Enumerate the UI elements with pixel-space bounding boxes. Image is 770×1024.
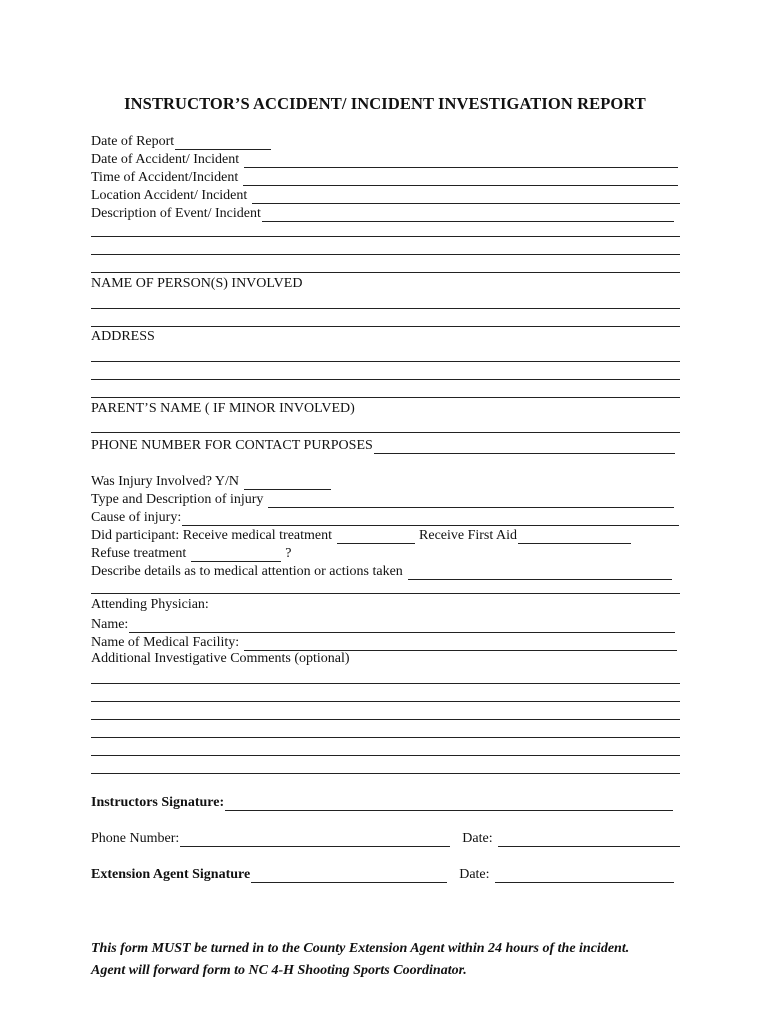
phone-contact-row: [91, 436, 675, 454]
facility-label: Name of Medical Facility:: [91, 635, 240, 650]
description-line[interactable]: [91, 236, 680, 237]
description-row: [91, 204, 674, 222]
description-field[interactable]: [262, 209, 674, 222]
comments-line[interactable]: [91, 755, 680, 756]
phone-number-label: Phone Number:: [91, 831, 180, 846]
physician-name-field[interactable]: [129, 620, 675, 633]
time-of-accident-field[interactable]: [243, 173, 678, 186]
was-injury-label: Was Injury Involved? Y/N: [91, 474, 240, 489]
facility-row: [91, 633, 677, 651]
describe-details-row: [91, 562, 672, 580]
phone-contact-label: PHONE NUMBER FOR CONTACT PURPOSES: [91, 438, 373, 453]
address-heading: ADDRESS: [91, 329, 155, 344]
date-label: Date:: [462, 831, 493, 846]
parent-name-line[interactable]: [91, 432, 680, 433]
form-title: INSTRUCTOR’S ACCIDENT/ INCIDENT INVESTIGATION REPORT: [124, 94, 646, 113]
medical-treatment-field[interactable]: [337, 531, 415, 544]
comments-label: Additional Investigative Comments (optional): [91, 651, 350, 666]
date-field[interactable]: [498, 834, 680, 847]
agent-signature-field[interactable]: [251, 870, 447, 883]
was-injury-field[interactable]: [244, 477, 331, 490]
physician-name-label: Name:: [91, 617, 129, 632]
location-field[interactable]: [252, 191, 680, 204]
physician-name-row: [91, 615, 675, 633]
date-of-report-label: Date of Report: [91, 134, 175, 149]
cause-row: [91, 508, 679, 526]
address-line[interactable]: [91, 379, 680, 380]
did-participant-row: [91, 526, 631, 544]
was-injury-row: [91, 472, 331, 490]
date-of-report-field[interactable]: [175, 137, 271, 150]
comments-line[interactable]: [91, 701, 680, 702]
refuse-question-mark: ?: [285, 546, 292, 561]
time-of-accident-row: [91, 168, 678, 186]
did-participant-label: Did participant: Receive medical treatment: [91, 528, 333, 543]
comments-line[interactable]: [91, 737, 680, 738]
parent-name-heading: PARENT’S NAME ( IF MINOR INVOLVED): [91, 401, 355, 416]
agent-date-label: Date:: [459, 867, 490, 882]
first-aid-field[interactable]: [518, 531, 631, 544]
date-of-accident-field[interactable]: [244, 155, 678, 168]
time-of-accident-label: Time of Accident/Incident: [91, 170, 239, 185]
phone-number-field[interactable]: [180, 834, 450, 847]
description-label: Description of Event/ Incident: [91, 206, 261, 221]
refuse-row: [91, 544, 311, 562]
phone-contact-field[interactable]: [374, 441, 675, 454]
date-of-report-row: [91, 132, 271, 150]
agent-signature-row: [91, 865, 674, 883]
attending-physician-label: Attending Physician:: [91, 597, 209, 612]
location-label: Location Accident/ Incident: [91, 188, 248, 203]
comments-line[interactable]: [91, 719, 680, 720]
comments-line[interactable]: [91, 773, 680, 774]
describe-details-field[interactable]: [408, 567, 672, 580]
instructor-signature-field[interactable]: [225, 798, 673, 811]
facility-field[interactable]: [244, 638, 677, 651]
description-line[interactable]: [91, 272, 680, 273]
agent-date-field[interactable]: [495, 870, 674, 883]
describe-details-label: Describe details as to medical attention or actions taken: [91, 564, 403, 579]
footer-notice: [91, 938, 691, 982]
cause-label: Cause of injury:: [91, 510, 182, 525]
persons-involved-line[interactable]: [91, 308, 680, 309]
describe-details-line[interactable]: [91, 593, 680, 594]
description-line[interactable]: [91, 254, 680, 255]
first-aid-label: Receive First Aid: [419, 528, 518, 543]
instructor-signature-row: [91, 793, 673, 811]
persons-involved-line[interactable]: [91, 326, 680, 327]
footer-line-1: This form MUST be turned in to the County Extension Agent within 24 hours of the incident.: [91, 941, 630, 956]
address-line[interactable]: [91, 361, 680, 362]
location-row: [91, 186, 680, 204]
phone-date-row: [91, 829, 680, 847]
type-desc-label: Type and Description of injury: [91, 492, 264, 507]
date-of-accident-label: Date of Accident/ Incident: [91, 152, 240, 167]
address-line[interactable]: [91, 397, 680, 398]
instructor-signature-label: Instructors Signature:: [91, 795, 225, 810]
type-desc-field[interactable]: [268, 495, 674, 508]
date-of-accident-row: [91, 150, 678, 168]
footer-line-2: Agent will forward form to NC 4-H Shooting Sports Coordinator.: [91, 963, 467, 978]
agent-signature-label: Extension Agent Signature: [91, 867, 251, 882]
refuse-field[interactable]: [191, 549, 281, 562]
cause-field[interactable]: [182, 513, 679, 526]
persons-involved-heading: NAME OF PERSON(S) INVOLVED: [91, 276, 303, 291]
type-desc-row: [91, 490, 674, 508]
refuse-label: Refuse treatment: [91, 546, 187, 561]
comments-line[interactable]: [91, 683, 680, 684]
